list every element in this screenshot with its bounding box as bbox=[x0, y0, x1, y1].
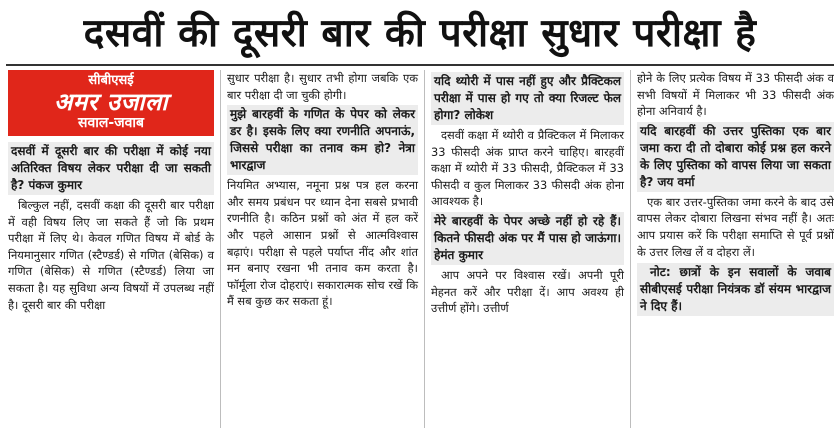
answer-1-continued: सुधार परीक्षा है। सुधार तभी होगा जबकि एक बार परीक्षा दी जा चुकी होगी। bbox=[227, 71, 418, 102]
headline-rule bbox=[6, 64, 834, 66]
answer-1: बिल्कुल नहीं, दसवीं कक्षा की दूसरी बार परीक्षा में वही विषय लिए जा सकते हैं जो कि प्रथम परीक्षा में लिए थे। केवल गणित विषय में बोर्ड के नियमानुसार गणित (स्टैण्डर्ड) से गणित (बेसिक) व गणित (बेसिक) से गणित (स्टैण्डर्ड) लिया जा सकता है। यह सुविधा अन्य विषयों में उपलब्ध नहीं है। दूसरी बार की परीक्षा bbox=[8, 198, 214, 312]
logo-line-sawal-jawab: सवाल-जवाब bbox=[78, 115, 144, 131]
column-3 bbox=[424, 70, 630, 428]
answer-5: एक बार उत्तर-पुस्तिका जमा करने के बाद उसे वापस लेकर दोबारा लिखना संभव नहीं है। अतः आप प्रयास करें कि परीक्षा समाप्ति से पूर्व प्रश्नों के उत्तर लिख लें व दोहरा लें। bbox=[637, 194, 834, 259]
question-1: दसवीं में दूसरी बार की परीक्षा में कोई नया अतिरिक्त विषय लेकर परीक्षा दी जा सकती है? पंकज कुमार bbox=[8, 142, 214, 195]
logo-line-amar-ujala: अमर उजाला bbox=[53, 87, 169, 116]
question-3: यदि थ्योरी में पास नहीं हुए और प्रैक्टिकल परीक्षा में पास हो गए तो क्या रिजल्ट फेल होगा? लोकेश bbox=[431, 72, 624, 125]
column-2 bbox=[220, 70, 424, 428]
answer-4-continued: होने के लिए प्रत्येक विषय में 33 फीसदी अंक व सभी विषयों में मिलाकर भी 33 फीसदी अंक होना अनिवार्य है। bbox=[637, 71, 834, 119]
answer-3: दसवीं कक्षा में थ्योरी व प्रैक्टिकल में मिलाकर 33 फीसदी अंक प्राप्त करने चाहिए। बारहवीं कक्षा में थ्योरी में 33 फीसदी, प्रैक्टिकल में 33 फीसदी व कुल मिलाकर 33 फीसदी अंक होना आवश्यक है। bbox=[431, 128, 624, 209]
question-2: मुझे बारहवीं के गणित के पेपर को लेकर डर है। इसके लिए क्या रणनीति अपनाऊं, जिससे परीक्षा का तनाव कम हो? नेत्रा भारद्वाज bbox=[227, 105, 418, 175]
column-4 bbox=[630, 70, 834, 428]
column-1 bbox=[8, 70, 220, 428]
question-4: मेरे बारहवीं के पेपर अच्छे नहीं हो रहे हैं। कितने फीसदी अंक पर मैं पास हो जाऊंगा। हेमंत कुमार bbox=[431, 212, 624, 265]
page-headline: दसवीं की दूसरी बार की परीक्षा सुधार परीक्षा है bbox=[83, 10, 757, 56]
editor-note: नोट: छात्रों के इन सवालों के जवाब सीबीएसई परीक्षा नियंत्रक डॉ संयम भारद्वाज ने दिए हैं। bbox=[637, 263, 834, 316]
answer-2: नियमित अभ्यास, नमूना प्रश्न पत्र हल करना और समय प्रबंधन पर ध्यान देना सबसे प्रभावी रणनीति है। कठिन प्रश्नों को अंत में हल करें और पहले आसान प्रश्नों से आत्मविश्वास बढ़ाएं। परीक्षा से पहले पर्याप्त नींद और शांत मन बनाए रखना भी तनाव कम करता है। फॉर्मूला रोज दोहराएं। सकारात्मक सोच रखें कि मैं सब कुछ कर सकता हूं। bbox=[227, 178, 418, 309]
logo-line-cbse: सीबीएसई bbox=[88, 73, 134, 88]
amar-ujala-qa-logo bbox=[8, 70, 214, 136]
article-columns bbox=[8, 70, 834, 428]
question-5: यदि बारहवीं की उत्तर पुस्तिका एक बार जमा करा दी तो दोबारा कोई प्रश्न हल करने के लिए पुस्तिका को वापस लिया जा सकता है? जय वर्मा bbox=[637, 122, 834, 192]
answer-4: आप अपने पर विश्वास रखें। अपनी पूरी मेहनत करें और परीक्षा दें। आप अवश्य ही उत्तीर्ण होंगे। उत्तीर्ण bbox=[431, 267, 624, 316]
